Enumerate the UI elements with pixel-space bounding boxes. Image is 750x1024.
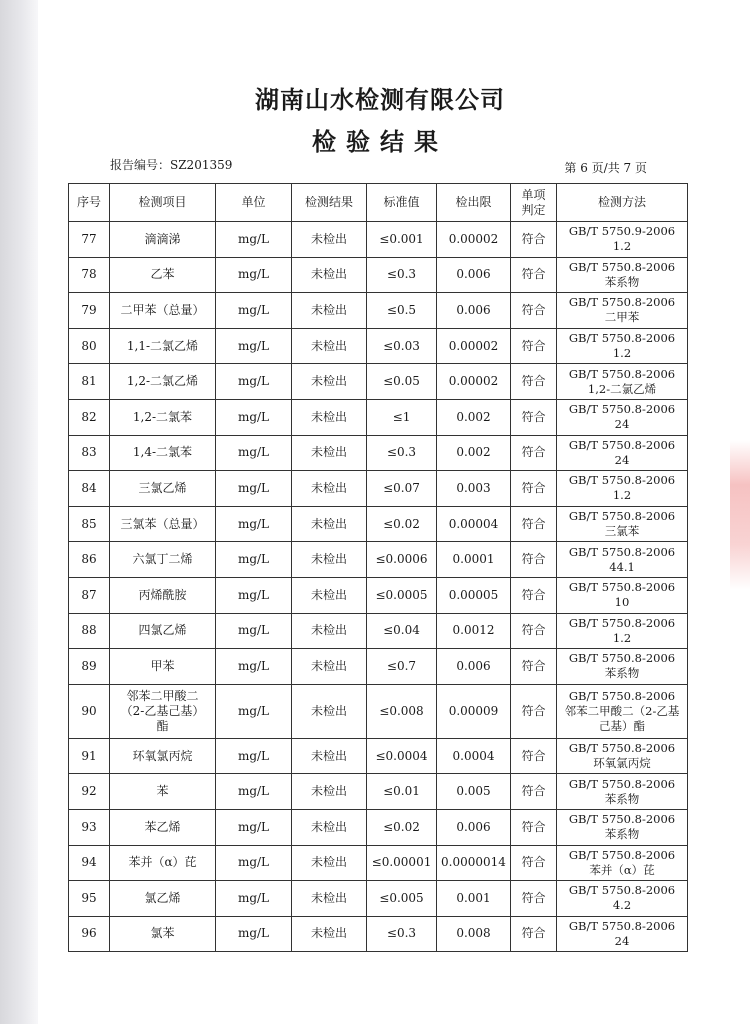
header-method: 检测方法 bbox=[557, 184, 688, 222]
cell-result: 未检出 bbox=[292, 613, 367, 649]
cell-no: 89 bbox=[69, 649, 110, 685]
cell-item: 氯苯 bbox=[110, 916, 216, 952]
cell-result: 未检出 bbox=[292, 809, 367, 845]
header-limit: 检出限 bbox=[437, 184, 511, 222]
cell-no: 93 bbox=[69, 809, 110, 845]
method-clause: 1.2 bbox=[612, 488, 632, 503]
table-row bbox=[69, 542, 688, 578]
method-clause: 1.2 bbox=[612, 630, 632, 645]
cell-standard: ≤0.3 bbox=[367, 916, 437, 952]
cell-judge: 符合 bbox=[511, 506, 557, 542]
cell-result: 未检出 bbox=[292, 542, 367, 578]
table-row bbox=[69, 613, 688, 649]
cell-unit: mg/L bbox=[216, 649, 292, 685]
cell-method bbox=[557, 222, 688, 258]
cell-judge: 符合 bbox=[511, 881, 557, 917]
cell-standard: ≤0.02 bbox=[367, 809, 437, 845]
cell-unit: mg/L bbox=[216, 738, 292, 774]
cell-limit: 0.006 bbox=[437, 649, 511, 685]
method-clause: 24 bbox=[614, 417, 630, 432]
cell-standard: ≤0.0006 bbox=[367, 542, 437, 578]
cell-method bbox=[557, 328, 688, 364]
cell-result: 未检出 bbox=[292, 471, 367, 507]
cell-result: 未检出 bbox=[292, 328, 367, 364]
cell-item: 二甲苯（总量） bbox=[110, 293, 216, 329]
cell-judge: 符合 bbox=[511, 916, 557, 952]
cell-standard: ≤0.0005 bbox=[367, 577, 437, 613]
method-standard: GB/T 5750.8-2006 bbox=[568, 651, 676, 666]
cell-result: 未检出 bbox=[292, 774, 367, 810]
cell-item: 环氧氯丙烷 bbox=[110, 738, 216, 774]
cell-unit: mg/L bbox=[216, 471, 292, 507]
cell-standard: ≤0.005 bbox=[367, 881, 437, 917]
method-standard: GB/T 5750.8-2006 bbox=[568, 688, 676, 703]
cell-unit: mg/L bbox=[216, 577, 292, 613]
cell-standard: ≤0.7 bbox=[367, 649, 437, 685]
method-clause: 4.2 bbox=[612, 898, 632, 913]
method-standard: GB/T 5750.8-2006 bbox=[568, 847, 676, 862]
cell-item: 邻苯二甲酸二（2-乙基己基）酯 bbox=[110, 684, 216, 738]
cell-judge: 符合 bbox=[511, 684, 557, 738]
cell-limit: 0.00009 bbox=[437, 684, 511, 738]
header-item: 检测项目 bbox=[110, 184, 216, 222]
cell-no: 86 bbox=[69, 542, 110, 578]
cell-no: 88 bbox=[69, 613, 110, 649]
cell-limit: 0.002 bbox=[437, 435, 511, 471]
cell-unit: mg/L bbox=[216, 613, 292, 649]
cell-standard: ≤0.001 bbox=[367, 222, 437, 258]
cell-limit: 0.008 bbox=[437, 916, 511, 952]
cell-judge: 符合 bbox=[511, 328, 557, 364]
cell-no: 79 bbox=[69, 293, 110, 329]
cell-result: 未检出 bbox=[292, 293, 367, 329]
method-clause: 二甲苯 bbox=[604, 310, 640, 325]
document-title: 检验结果 bbox=[312, 127, 448, 156]
cell-unit: mg/L bbox=[216, 435, 292, 471]
cell-standard: ≤0.05 bbox=[367, 364, 437, 400]
cell-no: 96 bbox=[69, 916, 110, 952]
cell-limit: 0.00004 bbox=[437, 506, 511, 542]
table-row bbox=[69, 684, 688, 738]
cell-judge: 符合 bbox=[511, 399, 557, 435]
cell-standard: ≤1 bbox=[367, 399, 437, 435]
cell-no: 91 bbox=[69, 738, 110, 774]
red-seal-stamp bbox=[730, 440, 750, 590]
table-row bbox=[69, 649, 688, 685]
method-clause: 1,2-二氯乙烯 bbox=[587, 381, 657, 396]
cell-method bbox=[557, 364, 688, 400]
cell-item: 甲苯 bbox=[110, 649, 216, 685]
table-row bbox=[69, 577, 688, 613]
table-row bbox=[69, 471, 688, 507]
cell-unit: mg/L bbox=[216, 845, 292, 881]
cell-no: 90 bbox=[69, 684, 110, 738]
cell-item: 1,1-二氯乙烯 bbox=[110, 328, 216, 364]
cell-limit: 0.00002 bbox=[437, 364, 511, 400]
cell-unit: mg/L bbox=[216, 542, 292, 578]
cell-unit: mg/L bbox=[216, 881, 292, 917]
method-clause: 24 bbox=[614, 452, 630, 467]
cell-item: 苯 bbox=[110, 774, 216, 810]
cell-limit: 0.003 bbox=[437, 471, 511, 507]
method-clause: 苯系物 bbox=[604, 827, 640, 842]
cell-unit: mg/L bbox=[216, 364, 292, 400]
method-standard: GB/T 5750.8-2006 bbox=[568, 473, 676, 488]
table-row bbox=[69, 222, 688, 258]
method-clause: 1.2 bbox=[612, 239, 632, 254]
cell-result: 未检出 bbox=[292, 435, 367, 471]
method-standard: GB/T 5750.8-2006 bbox=[568, 580, 676, 595]
method-clause: 邻苯二甲酸二（2-乙基己基）酯 bbox=[564, 703, 680, 733]
cell-judge: 符合 bbox=[511, 649, 557, 685]
cell-method bbox=[557, 399, 688, 435]
cell-no: 95 bbox=[69, 881, 110, 917]
cell-unit: mg/L bbox=[216, 809, 292, 845]
results-table bbox=[68, 183, 688, 952]
cell-judge: 符合 bbox=[511, 577, 557, 613]
cell-limit: 0.0004 bbox=[437, 738, 511, 774]
cell-no: 82 bbox=[69, 399, 110, 435]
cell-item: 丙烯酰胺 bbox=[110, 577, 216, 613]
method-clause: 三氯苯 bbox=[604, 524, 640, 539]
cell-judge: 符合 bbox=[511, 738, 557, 774]
cell-item: 1,2-二氯苯 bbox=[110, 399, 216, 435]
cell-result: 未检出 bbox=[292, 845, 367, 881]
table-row bbox=[69, 399, 688, 435]
cell-limit: 0.00002 bbox=[437, 328, 511, 364]
cell-judge: 符合 bbox=[511, 774, 557, 810]
method-clause: 24 bbox=[614, 933, 630, 948]
table-row bbox=[69, 809, 688, 845]
table-row bbox=[69, 845, 688, 881]
cell-result: 未检出 bbox=[292, 577, 367, 613]
table-row bbox=[69, 916, 688, 952]
cell-method bbox=[557, 649, 688, 685]
method-standard: GB/T 5750.8-2006 bbox=[568, 918, 676, 933]
header-no: 序号 bbox=[69, 184, 110, 222]
method-standard: GB/T 5750.9-2006 bbox=[568, 224, 676, 239]
cell-standard: ≤0.5 bbox=[367, 293, 437, 329]
cell-judge: 符合 bbox=[511, 613, 557, 649]
cell-no: 85 bbox=[69, 506, 110, 542]
cell-unit: mg/L bbox=[216, 328, 292, 364]
method-clause: 环氧氯丙烷 bbox=[593, 756, 651, 771]
method-standard: GB/T 5750.8-2006 bbox=[568, 615, 676, 630]
cell-item: 氯乙烯 bbox=[110, 881, 216, 917]
cell-limit: 0.00005 bbox=[437, 577, 511, 613]
cell-limit: 0.00002 bbox=[437, 222, 511, 258]
method-standard: GB/T 5750.8-2006 bbox=[568, 741, 676, 756]
table-row bbox=[69, 435, 688, 471]
cell-result: 未检出 bbox=[292, 916, 367, 952]
cell-method bbox=[557, 506, 688, 542]
cell-result: 未检出 bbox=[292, 684, 367, 738]
cell-judge: 符合 bbox=[511, 257, 557, 293]
header-judge bbox=[511, 184, 557, 222]
cell-method bbox=[557, 577, 688, 613]
table-row bbox=[69, 738, 688, 774]
cell-result: 未检出 bbox=[292, 649, 367, 685]
header-unit: 单位 bbox=[216, 184, 292, 222]
header-result: 检测结果 bbox=[292, 184, 367, 222]
method-clause: 44.1 bbox=[609, 559, 635, 574]
cell-method bbox=[557, 916, 688, 952]
cell-no: 84 bbox=[69, 471, 110, 507]
cell-result: 未检出 bbox=[292, 399, 367, 435]
cell-judge: 符合 bbox=[511, 845, 557, 881]
method-standard: GB/T 5750.8-2006 bbox=[568, 259, 676, 274]
report-number: 报告编号：SZ201359 bbox=[110, 158, 233, 172]
method-clause: 10 bbox=[614, 595, 630, 610]
cell-judge: 符合 bbox=[511, 809, 557, 845]
header-judge-text: 单项判定 bbox=[521, 187, 546, 217]
cell-limit: 0.006 bbox=[437, 257, 511, 293]
cell-standard: ≤0.00001 bbox=[367, 845, 437, 881]
cell-judge: 符合 bbox=[511, 471, 557, 507]
cell-standard: ≤0.3 bbox=[367, 257, 437, 293]
cell-result: 未检出 bbox=[292, 506, 367, 542]
cell-result: 未检出 bbox=[292, 257, 367, 293]
table-row bbox=[69, 364, 688, 400]
cell-method bbox=[557, 845, 688, 881]
cell-item: 滴滴涕 bbox=[110, 222, 216, 258]
cell-standard: ≤0.008 bbox=[367, 684, 437, 738]
cell-method bbox=[557, 809, 688, 845]
cell-standard: ≤0.02 bbox=[367, 506, 437, 542]
cell-limit: 0.006 bbox=[437, 293, 511, 329]
table-row bbox=[69, 293, 688, 329]
cell-unit: mg/L bbox=[216, 222, 292, 258]
table-row bbox=[69, 257, 688, 293]
cell-item: 苯乙烯 bbox=[110, 809, 216, 845]
cell-judge: 符合 bbox=[511, 364, 557, 400]
cell-unit: mg/L bbox=[216, 684, 292, 738]
cell-judge: 符合 bbox=[511, 542, 557, 578]
cell-item: 1,4-二氯苯 bbox=[110, 435, 216, 471]
method-standard: GB/T 5750.8-2006 bbox=[568, 776, 676, 791]
cell-judge: 符合 bbox=[511, 222, 557, 258]
table-row bbox=[69, 328, 688, 364]
table-row bbox=[69, 881, 688, 917]
cell-unit: mg/L bbox=[216, 916, 292, 952]
cell-judge: 符合 bbox=[511, 293, 557, 329]
cell-method bbox=[557, 684, 688, 738]
cell-item: 四氯乙烯 bbox=[110, 613, 216, 649]
cell-method bbox=[557, 293, 688, 329]
cell-limit: 0.0001 bbox=[437, 542, 511, 578]
table-header-row bbox=[69, 184, 688, 222]
cell-method bbox=[557, 613, 688, 649]
cell-unit: mg/L bbox=[216, 257, 292, 293]
method-standard: GB/T 5750.8-2006 bbox=[568, 883, 676, 898]
method-standard: GB/T 5750.8-2006 bbox=[568, 366, 676, 381]
method-clause: 1.2 bbox=[612, 346, 632, 361]
table-body bbox=[69, 222, 688, 952]
cell-unit: mg/L bbox=[216, 293, 292, 329]
cell-result: 未检出 bbox=[292, 222, 367, 258]
method-standard: GB/T 5750.8-2006 bbox=[568, 509, 676, 524]
method-clause: 苯系物 bbox=[604, 666, 640, 681]
cell-limit: 0.005 bbox=[437, 774, 511, 810]
cell-method bbox=[557, 881, 688, 917]
cell-judge: 符合 bbox=[511, 435, 557, 471]
method-standard: GB/T 5750.8-2006 bbox=[568, 437, 676, 452]
method-clause: 苯并（α）芘 bbox=[589, 862, 655, 877]
cell-standard: ≤0.3 bbox=[367, 435, 437, 471]
cell-no: 78 bbox=[69, 257, 110, 293]
cell-method bbox=[557, 774, 688, 810]
cell-unit: mg/L bbox=[216, 506, 292, 542]
method-standard: GB/T 5750.8-2006 bbox=[568, 544, 676, 559]
cell-no: 81 bbox=[69, 364, 110, 400]
cell-item: 三氯苯（总量） bbox=[110, 506, 216, 542]
cell-result: 未检出 bbox=[292, 364, 367, 400]
cell-no: 92 bbox=[69, 774, 110, 810]
cell-no: 83 bbox=[69, 435, 110, 471]
method-standard: GB/T 5750.8-2006 bbox=[568, 402, 676, 417]
cell-standard: ≤0.01 bbox=[367, 774, 437, 810]
cell-item: 六氯丁二烯 bbox=[110, 542, 216, 578]
cell-limit: 0.006 bbox=[437, 809, 511, 845]
cell-standard: ≤0.0004 bbox=[367, 738, 437, 774]
cell-limit: 0.002 bbox=[437, 399, 511, 435]
cell-item: 乙苯 bbox=[110, 257, 216, 293]
method-standard: GB/T 5750.8-2006 bbox=[568, 331, 676, 346]
cell-result: 未检出 bbox=[292, 738, 367, 774]
company-name: 湖南山水检测有限公司 bbox=[255, 85, 505, 114]
cell-result: 未检出 bbox=[292, 881, 367, 917]
method-clause: 苯系物 bbox=[604, 274, 640, 289]
table-row bbox=[69, 506, 688, 542]
cell-standard: ≤0.04 bbox=[367, 613, 437, 649]
method-clause: 苯系物 bbox=[604, 791, 640, 806]
cell-no: 80 bbox=[69, 328, 110, 364]
header-standard: 标准值 bbox=[367, 184, 437, 222]
cell-method bbox=[557, 542, 688, 578]
cell-standard: ≤0.07 bbox=[367, 471, 437, 507]
cell-method bbox=[557, 471, 688, 507]
cell-no: 94 bbox=[69, 845, 110, 881]
cell-limit: 0.0000014 bbox=[437, 845, 511, 881]
table-row bbox=[69, 774, 688, 810]
cell-method bbox=[557, 738, 688, 774]
page-indicator: 第 6 页/共 7 页 bbox=[564, 161, 647, 175]
cell-limit: 0.001 bbox=[437, 881, 511, 917]
cell-no: 87 bbox=[69, 577, 110, 613]
cell-limit: 0.0012 bbox=[437, 613, 511, 649]
method-standard: GB/T 5750.8-2006 bbox=[568, 812, 676, 827]
cell-no: 77 bbox=[69, 222, 110, 258]
cell-item: 三氯乙烯 bbox=[110, 471, 216, 507]
method-standard: GB/T 5750.8-2006 bbox=[568, 295, 676, 310]
cell-standard: ≤0.03 bbox=[367, 328, 437, 364]
cell-method bbox=[557, 435, 688, 471]
cell-unit: mg/L bbox=[216, 399, 292, 435]
cell-item: 1,2-二氯乙烯 bbox=[110, 364, 216, 400]
cell-item: 苯并（α）芘 bbox=[110, 845, 216, 881]
cell-method bbox=[557, 257, 688, 293]
cell-unit: mg/L bbox=[216, 774, 292, 810]
